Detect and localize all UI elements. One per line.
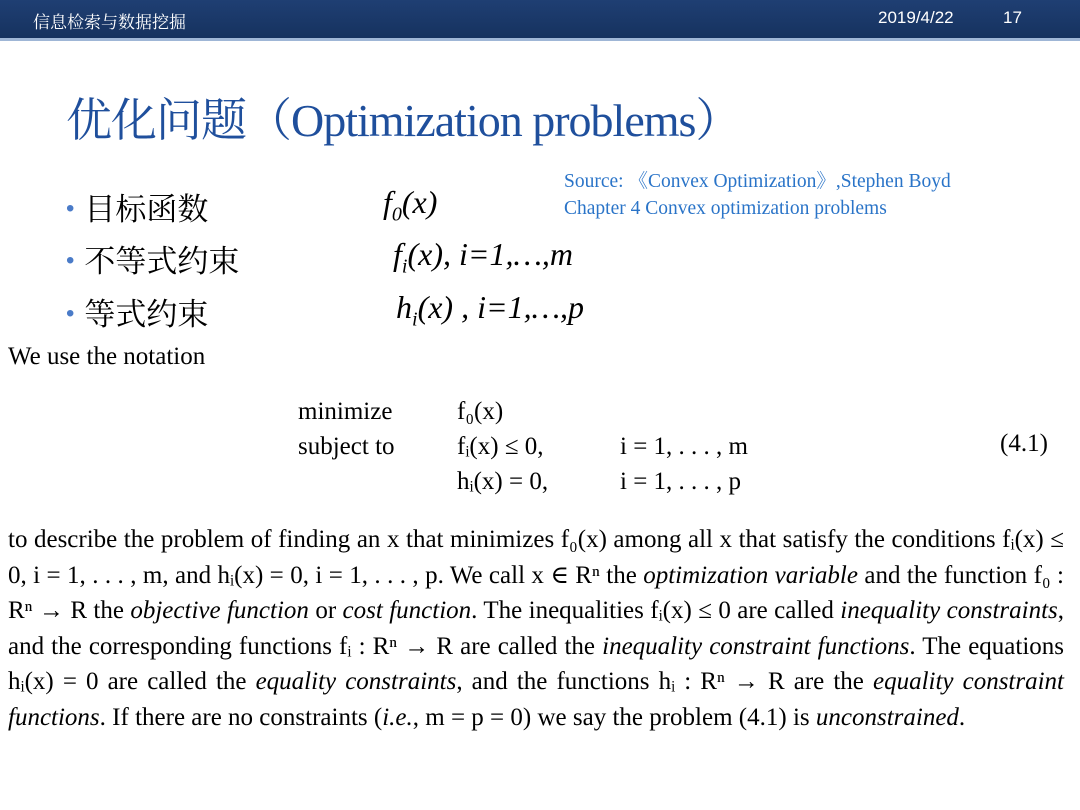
bullet-inequality <box>66 236 239 281</box>
equality-expr: hᵢ(x) = 0, <box>457 468 549 495</box>
keyword-minimize: minimize <box>298 398 393 425</box>
source-line-2: Chapter 4 Convex optimization problems <box>564 198 887 219</box>
course-title: 信息检索与数据挖掘 <box>33 13 186 32</box>
slide-date: 2019/4/22 <box>878 8 954 27</box>
bullet-label: 不等式约束 <box>84 244 240 280</box>
inequality-expr: fᵢ(x) ≤ 0, <box>457 433 544 460</box>
bullet-objective-expr: $f_0(x)$ <box>383 184 438 226</box>
slide-title: 优化问题（Optimization problems） <box>66 95 741 146</box>
bullet-inequality-expr: $f_i(x)$, i=1,…,m <box>393 236 574 278</box>
keyword-blank <box>298 464 395 499</box>
equation-number: (4.1) <box>1000 430 1048 457</box>
problem-keywords <box>298 394 395 499</box>
description-paragraph: to describe the problem of finding an x that minimizes f₀(x) among all x that satisfy the conditions fᵢ(x) ≤ 0, i = 1, . . . , m, and hᵢ(x) = 0, i = 1, . . . , p. We call x ∈ Rⁿ the optimization variable and the function f₀ : Rⁿ → R the objective function or cost function. The inequalities fᵢ(x) ≤ 0 are called inequality constraints, and the corresponding functions fᵢ : Rⁿ → R are called the inequality constraint functions. The equations hᵢ(x) = 0 are called the equality constraints, and the functions hᵢ : Rⁿ → R are the equality constraint functions. If there are no constraints (i.e., m = p = 0) we say the problem (4.1) is unconstrained. <box>8 526 1065 731</box>
problem-ranges <box>620 394 748 499</box>
bullet-dot-icon: • <box>66 195 75 222</box>
bullet-label: 等式约束 <box>84 297 209 333</box>
problem-expressions <box>457 394 548 499</box>
equality-range: i = 1, . . . , p <box>620 468 742 495</box>
keyword-subject-to: subject to <box>298 433 395 460</box>
bullet-equality <box>66 289 208 334</box>
source-line-1: Source: 《Convex Optimization》,Stephen Boyd <box>564 171 951 192</box>
page-number: 17 <box>1003 8 1022 27</box>
source-citation <box>564 168 951 222</box>
bullet-dot-icon: • <box>66 247 75 274</box>
range-blank <box>620 394 748 429</box>
header-bar <box>0 0 1080 41</box>
bullet-dot-icon: • <box>66 300 75 327</box>
bullet-equality-expr: $h_i(x)$ , i=1,…,p <box>396 289 585 331</box>
bullet-label: 目标函数 <box>84 192 209 228</box>
inequality-range: i = 1, . . . , m <box>620 433 748 460</box>
objective-expr: f₀(x) <box>457 398 504 425</box>
notation-intro: We use the notation <box>8 343 206 370</box>
bullet-objective <box>66 184 208 229</box>
